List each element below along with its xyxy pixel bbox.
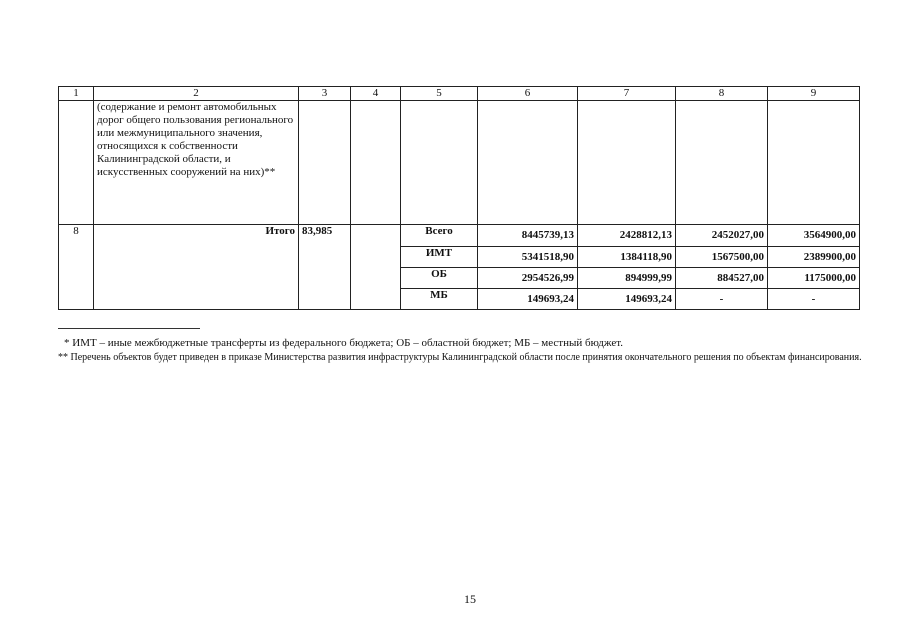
amount-cell: 1384118,90 [578,247,676,268]
amount-cell: 149693,24 [478,289,578,310]
column-number: 4 [351,87,401,101]
amount-cell: - [768,289,860,310]
amount-cell: 149693,24 [578,289,676,310]
amount-cell: 5341518,90 [478,247,578,268]
amount-cell: 3564900,00 [768,225,860,247]
amount-cell: 2452027,00 [676,225,768,247]
column-number: 2 [94,87,299,101]
amount-cell: 1567500,00 [676,247,768,268]
column-number: 1 [59,87,94,101]
column-number: 3 [299,87,351,101]
footnote-objects-list: ** Перечень объектов будет приведен в приказе Министерства развития инфраструктуры Калининградской области после принятия окончательного решения по объектам финансирования. [58,352,862,363]
column-number: 5 [401,87,478,101]
amount-cell: - [676,289,768,310]
amount-cell: 884527,00 [676,268,768,289]
footnote-abbreviations: * ИМТ – иные межбюджетные трансферты из федерального бюджета; ОБ – областной бюджет; МБ – местный бюджет. [64,337,623,349]
amount-cell: 2389900,00 [768,247,860,268]
empty-cell [478,101,578,225]
total-label: Итого [94,225,299,310]
empty-cell [676,101,768,225]
source-label: Всего [401,225,478,247]
description-row [59,101,860,225]
empty-cell [59,101,94,225]
empty-cell [401,101,478,225]
total-length: 83,985 [299,225,351,310]
total-row-all [59,225,860,247]
amount-cell: 1175000,00 [768,268,860,289]
footnote-divider [58,328,200,329]
empty-cell [299,101,351,225]
financing-table [58,86,860,310]
row-number: 8 [59,225,94,310]
object-description: (содержание и ремонт автомобильных дорог общего пользования регионального или межмуниципального значения, относящихся к собственности Калининградской области, и искусственных сооружений на них)** [94,101,299,225]
amount-cell: 2954526,99 [478,268,578,289]
amount-cell: 2428812,13 [578,225,676,247]
column-number: 8 [676,87,768,101]
empty-cell [578,101,676,225]
amount-cell: 894999,99 [578,268,676,289]
source-label: МБ [401,289,478,310]
empty-cell [351,101,401,225]
source-label: ИМТ [401,247,478,268]
column-number: 6 [478,87,578,101]
empty-cell [768,101,860,225]
page-number: 15 [464,592,476,606]
column-number: 9 [768,87,860,101]
amount-cell: 8445739,13 [478,225,578,247]
column-number-row [59,87,860,101]
source-label: ОБ [401,268,478,289]
empty-cell [351,225,401,310]
column-number: 7 [578,87,676,101]
